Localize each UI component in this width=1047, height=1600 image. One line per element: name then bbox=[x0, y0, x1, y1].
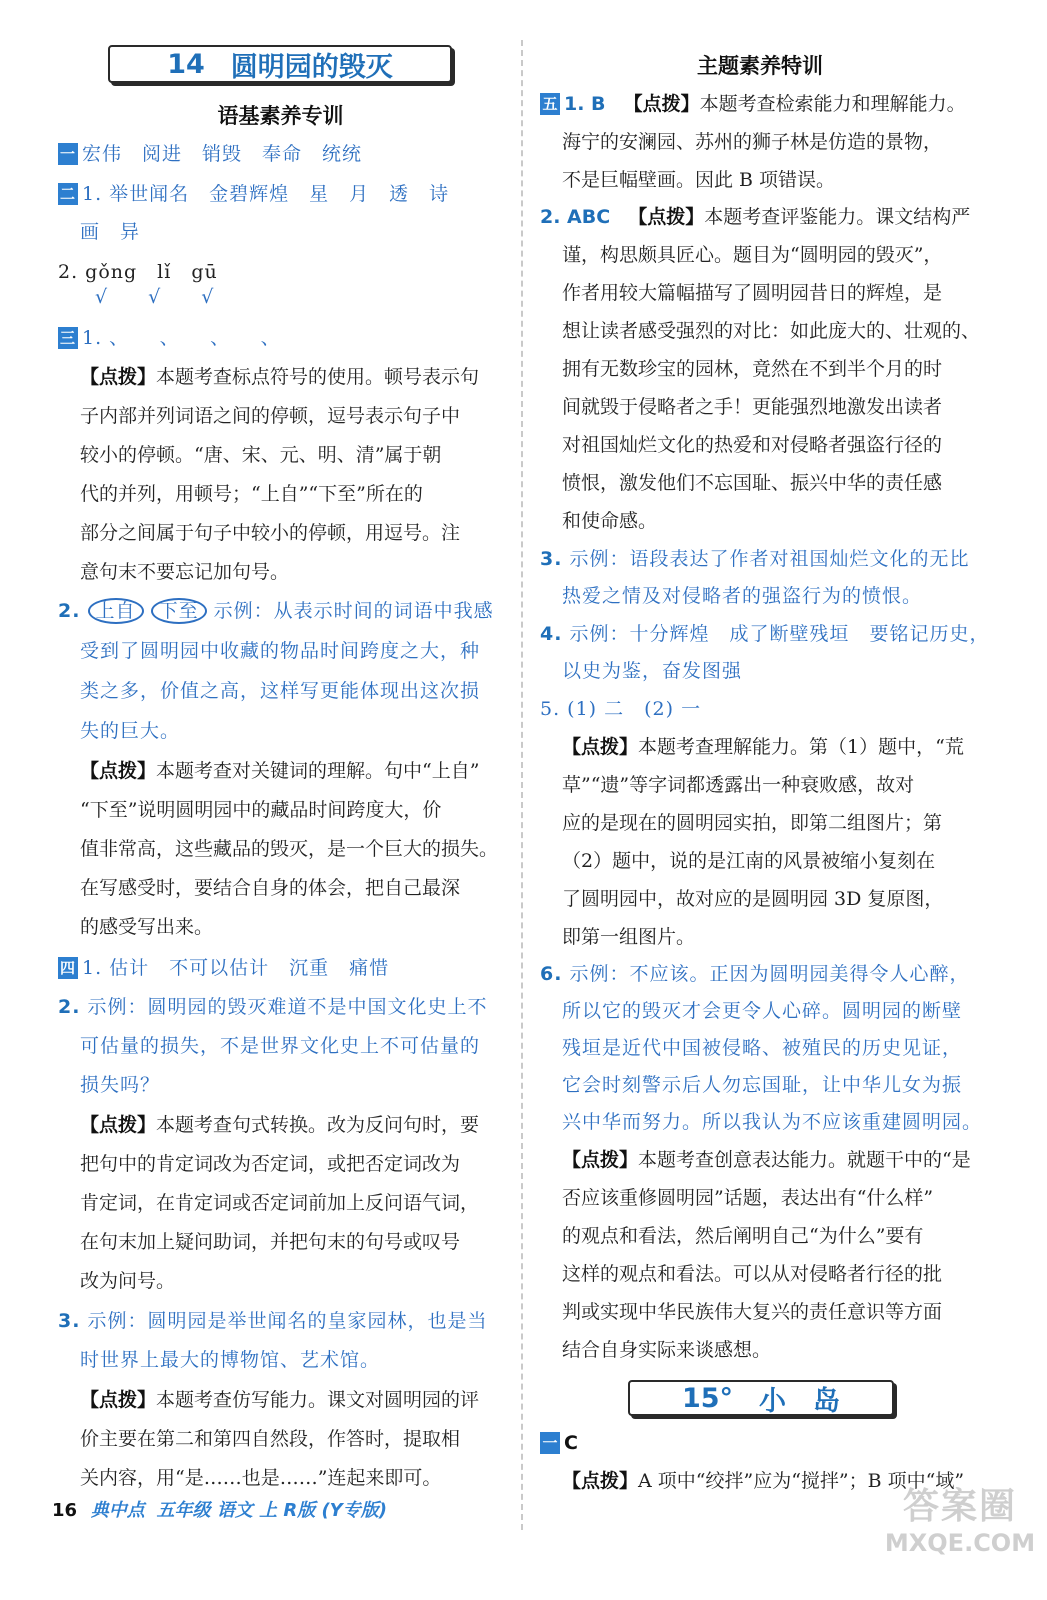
answer-5-6: 6. 示例：不应该。正因为圆明园美得令人心醉， bbox=[540, 963, 970, 985]
tip-3-1-l3: 较小的停顿。“唐、宋、元、明、清”属于朝 bbox=[80, 444, 442, 466]
answer-5-2-l8: 愤恨，激发他们不忘国耻、振兴中华的责任感 bbox=[562, 472, 943, 494]
answer-5-1: 五 1. B 【点拨】本题考查检索能力和理解能力。 bbox=[540, 91, 966, 117]
tip-4-3: 【点拨】本题考查仿写能力。课文对圆明园的评 bbox=[80, 1389, 480, 1411]
section-badge-6: 一 bbox=[540, 1432, 560, 1454]
answer-3-2-l2: 受到了圆明园中收藏的物品时间跨度之大，种 bbox=[80, 640, 481, 662]
tip-3-1-l5: 部分之间属于句子中较小的停顿，用逗号。注 bbox=[80, 522, 461, 544]
answer-5-4: 4. 示例：十分辉煌 成了断壁残垣 要铭记历史， bbox=[540, 623, 990, 645]
tip-4-2-l3: 肯定词，在肯定词或否定词前加上反问语气词， bbox=[80, 1192, 480, 1214]
answer-2-2: 2. gǒng lǐ gū bbox=[58, 261, 218, 283]
answer-4-2: 2. 示例：圆明园的毁灭难道不是中国文化史上不 bbox=[58, 996, 488, 1018]
answer-2-1: 二 1. 举世闻名 金碧辉煌 星 月 透 诗 bbox=[59, 183, 450, 205]
section-badge-4: 四 bbox=[59, 959, 76, 977]
answer-5-2-l7: 对祖国灿烂文化的热爱和对侵略者强盗行径的 bbox=[562, 434, 943, 456]
answer-4-2-l2: 可估量的损失，不是世界文化史上不可估量的 bbox=[80, 1035, 481, 1057]
answer-4-3: 3. 示例：圆明园是举世闻名的皇家园林，也是当 bbox=[58, 1310, 488, 1332]
answer-1: 一 宏伟 阅进 销毁 奉命 统统 bbox=[59, 143, 363, 165]
section-badge-3: 三 bbox=[59, 329, 76, 347]
section-badge-5: 五 bbox=[540, 93, 560, 115]
brand-logo: 典中点 bbox=[90, 1500, 145, 1521]
tip-5-5-l6: 即第一组图片。 bbox=[562, 926, 696, 948]
page-number: 16 bbox=[52, 1500, 78, 1521]
tip-3-2-l5: 的感受写出来。 bbox=[80, 916, 214, 938]
tip-4-2-l2: 把句中的肯定词改为否定词，或把否定词改为 bbox=[80, 1153, 461, 1175]
tip-3-1: 【点拨】本题考查标点符号的使用。顿号表示句 bbox=[80, 366, 480, 388]
answer-2-2-marks: √ √ √ bbox=[95, 286, 215, 308]
lesson-14-banner bbox=[108, 45, 452, 83]
tip-4-2: 【点拨】本题考查句式转换。改为反问句时，要 bbox=[80, 1114, 480, 1136]
answer-5-6-l2: 所以它的毁灭才会更令人心碎。圆明园的断壁 bbox=[562, 1000, 963, 1022]
answer-4-1: 四 1. 估计 不可以估计 沉重 痛惜 bbox=[59, 957, 390, 979]
answer-3-2-l3: 类之多，价值之高，这样写更能体现出这次损 bbox=[80, 680, 481, 702]
tip-5-5-l5: 了圆明园中，故对应的是圆明园 3D 复原图， bbox=[562, 888, 944, 910]
lesson-number: 14 bbox=[167, 48, 205, 80]
answer-3-2-l4: 失的巨大。 bbox=[80, 720, 181, 742]
tip-5-6-l5: 判或实现中华民族伟大复兴的责任意识等方面 bbox=[562, 1301, 943, 1323]
page-footer bbox=[52, 1496, 387, 1522]
tip-5-6-l3: 的观点和看法，然后阐明自己“为什么”要有 bbox=[562, 1225, 924, 1247]
answer-5-2-l4: 想让读者感受强烈的对比：如此庞大的、壮观的、 bbox=[562, 320, 981, 342]
tip-3-1-l4: 代的并列，用顿号；“上自”“下至”所在的 bbox=[80, 483, 423, 505]
answer-5-6-l5: 兴中华而努力。所以我认为不应该重建圆明园。 bbox=[562, 1111, 983, 1133]
tip-3-1-l2: 子内部并列词语之间的停顿，逗号表示句子中 bbox=[80, 405, 461, 427]
tip-5-6-l2: 否应该重修圆明园”话题，表达出有“什么样” bbox=[562, 1187, 934, 1209]
answer-5-5: 5. (1) 二 (2) 一 bbox=[540, 698, 702, 720]
circled-word-shangzi: 上自 bbox=[88, 598, 144, 624]
answer-5-1-l3: 不是巨幅壁画。因此 B 项错误。 bbox=[562, 169, 836, 191]
answer-5-3-l2: 热爱之情及对侵略者的强盗行为的愤恨。 bbox=[562, 585, 923, 607]
tip-3-2-l2: “下至”说明圆明园中的藏品时间跨度大，价 bbox=[80, 799, 442, 821]
tip-5-6-l6: 结合自身实际来谈感想。 bbox=[562, 1339, 772, 1361]
site-watermark: 答案圈 MXQE.COM bbox=[884, 1486, 1036, 1557]
circled-word-xiazhi: 下至 bbox=[151, 598, 207, 624]
lesson-number: 15° bbox=[681, 1382, 734, 1414]
answer-3-2: 2. 上自 下至 示例：从表示时间的词语中我感 bbox=[58, 600, 494, 622]
section-title-yuji: 语基素养专训 bbox=[217, 104, 344, 128]
answer-3-1: 三 1. 、 、 、 、 bbox=[59, 327, 281, 349]
tip-5-5-l2: 草”“遗”等字词都透露出一种衰败感，故对 bbox=[562, 774, 915, 796]
answer-5-2-l2: 谨，构思颇具匠心。题目为“圆明园的毁灭”， bbox=[562, 244, 943, 266]
answer-4-2-l3: 损失吗？ bbox=[80, 1074, 161, 1096]
answer-5-1-l2: 海宁的安澜园、苏州的狮子林是仿造的景物， bbox=[562, 131, 943, 153]
book-series: 五年级 语文 上 R版 (Y专版) bbox=[156, 1500, 387, 1521]
answer-5-3: 3. 示例：语段表达了作者对祖国灿烂文化的无比 bbox=[540, 548, 970, 570]
tip-3-2-l4: 在写感受时，要结合自身的体会，把自己最深 bbox=[80, 877, 461, 899]
section-badge-2: 二 bbox=[59, 185, 76, 203]
section-title-zhuti: 主题素养特训 bbox=[697, 54, 823, 78]
tip-5-6: 【点拨】本题考查创意表达能力。就题干中的“是 bbox=[562, 1149, 971, 1171]
tip-4-3-l2: 价主要在第二和第四自然段，作答时，提取相 bbox=[80, 1428, 461, 1450]
tip-5-5-l4: （2）题中，说的是江南的风景被缩小复刻在 bbox=[562, 850, 936, 872]
answer-5-2: 2. ABC 【点拨】本题考查评鉴能力。课文结构严 bbox=[540, 206, 971, 228]
tip-15-1: 【点拨】A 项中“绞拌”应为“搅拌”；B 项中“域” bbox=[562, 1470, 965, 1492]
lesson-title: 小 岛 bbox=[759, 1385, 841, 1417]
tip-4-3-l3: 关内容，用“是……也是……”连起来即可。 bbox=[80, 1467, 442, 1489]
lesson-15-banner bbox=[628, 1380, 894, 1416]
answer-5-2-l9: 和使命感。 bbox=[562, 510, 658, 532]
answer-4-3-l2: 时世界上最大的博物馆、艺术馆。 bbox=[80, 1349, 381, 1371]
tip-4-2-l5: 改为问号。 bbox=[80, 1270, 176, 1292]
answer-5-2-l5: 拥有无数珍宝的园林，竟然在不到半个月的时 bbox=[562, 358, 943, 380]
answer-2-1-cont: 画 异 bbox=[80, 221, 141, 243]
answer-5-2-l6: 间就毁于侵略者之手！更能强烈地激发出读者 bbox=[562, 396, 943, 418]
answer-15-1: 一 C bbox=[540, 1430, 578, 1456]
answer-5-2-l3: 作者用较大篇幅描写了圆明园昔日的辉煌，是 bbox=[562, 282, 943, 304]
lesson-title: 圆明园的毁灭 bbox=[230, 51, 393, 83]
tip-3-1-l6: 意句末不要忘记加句号。 bbox=[80, 561, 290, 583]
tip-5-6-l4: 这样的观点和看法。可以从对侵略者行径的批 bbox=[562, 1263, 943, 1285]
section-badge-1: 一 bbox=[59, 145, 76, 163]
tip-3-2: 【点拨】本题考查对关键词的理解。句中“上自” bbox=[80, 760, 480, 782]
answer-5-6-l4: 它会时刻警示后人勿忘国耻，让中华儿女为振 bbox=[562, 1074, 963, 1096]
column-divider bbox=[521, 40, 523, 1530]
answer-5-4-l2: 以史为鉴，奋发图强 bbox=[562, 660, 743, 682]
answer-5-6-l3: 残垣是近代中国被侵略、被殖民的历史见证， bbox=[562, 1037, 963, 1059]
tip-3-2-l3: 值非常高，这些藏品的毁灭，是一个巨大的损失。 bbox=[80, 838, 499, 860]
tip-4-2-l4: 在句末加上疑问助词，并把句末的句号或叹号 bbox=[80, 1231, 461, 1253]
tip-5-5: 【点拨】本题考查理解能力。第（1）题中，“荒 bbox=[562, 736, 964, 758]
tip-5-5-l3: 应的是现在的圆明园实拍，即第二组图片；第 bbox=[562, 812, 943, 834]
